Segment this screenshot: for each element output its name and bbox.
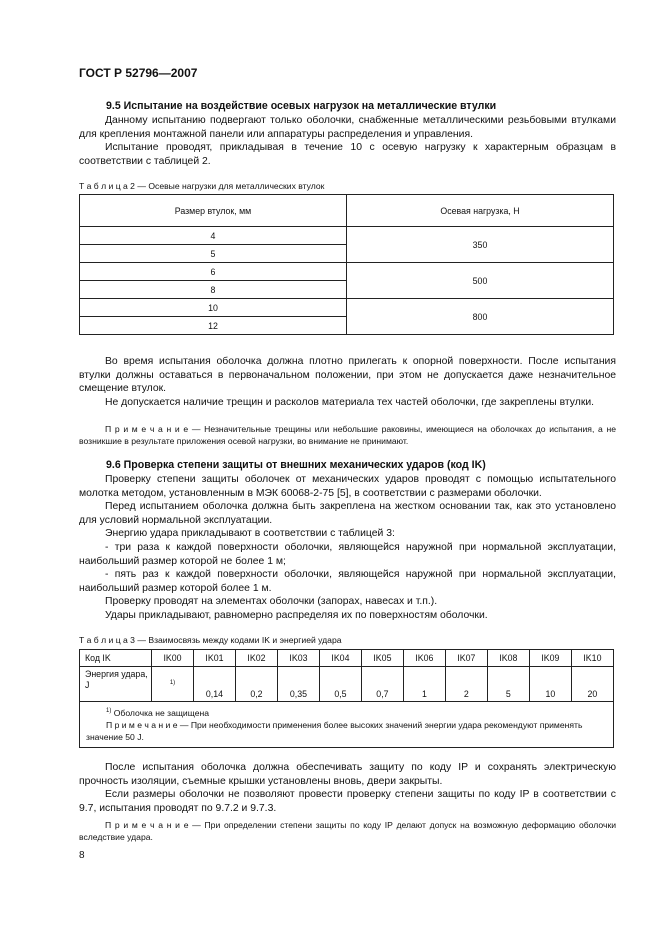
- after-table-2-text: [79, 355, 616, 409]
- table-cell: 1: [403, 667, 445, 702]
- table-2: [79, 194, 614, 335]
- table-2-caption: [79, 181, 324, 191]
- table-cell: 5: [80, 245, 347, 263]
- table-cell: 4: [80, 227, 347, 245]
- after-table-3-text: [79, 761, 616, 815]
- section-9-6-title: 9.6 Проверка степени защиты от внешних механических ударов (код IK): [106, 459, 486, 471]
- table-cell: 0,2: [235, 667, 277, 702]
- section-9-5-text: [79, 114, 616, 168]
- paragraph: Энергию удара прикладывают в соответствии с таблицей 3:: [105, 528, 395, 540]
- note-text: — При необходимости применения более высоких значений энергии удара рекомендуют применять значение 50 J.: [86, 719, 583, 742]
- column-header: Осевая нагрузка, Н: [347, 195, 614, 227]
- row-header: Энергия удара, J: [80, 667, 152, 702]
- table-header-row: [80, 195, 614, 227]
- page-number: 8: [79, 850, 85, 861]
- table-row: [80, 667, 614, 702]
- table-footnote-cell: [80, 702, 614, 748]
- column-header: IK10: [571, 650, 613, 667]
- note-text: — Незначительные трещины или небольшие раковины, имеющиеся на оболочках до испытания, а не возникшие в результате приложения осевой нагрузки, во внимание не принимают.: [79, 424, 617, 446]
- paragraph: Данному испытанию подвергают только оболочки, снабженные металлическими резьбовыми втулками для крепления монтажной панели или аппаратуры распределения и управления.: [79, 115, 616, 140]
- table-3: [79, 649, 614, 748]
- column-header: IK07: [445, 650, 487, 667]
- table-cell: 5: [487, 667, 529, 702]
- column-header: IK09: [529, 650, 571, 667]
- paragraph: Проверку проводят на элементах оболочки (запорах, навесах и т.п.).: [105, 596, 438, 608]
- table-label: Т а б л и ц а: [79, 181, 128, 191]
- note-label: П р и м е ч а н и е: [105, 424, 189, 434]
- table-cell: 6: [80, 263, 347, 281]
- column-header: IK00: [152, 650, 194, 667]
- section-9-6-text: [79, 473, 616, 623]
- table-3-caption: [79, 635, 342, 645]
- column-header: IK06: [403, 650, 445, 667]
- paragraph: Во время испытания оболочка должна плотно прилегать к опорной поверхности. После испытания втулки должны оставаться в первоначальном положении, при этом не допускается даже незначительное смещение втулок.: [79, 356, 616, 395]
- paragraph: После испытания оболочка должна обеспечивать защиту по коду IP и сохранять электрическую прочность изоляции, съемные крышки установлены вновь, двери закрыты.: [79, 762, 616, 787]
- column-header: IK05: [361, 650, 403, 667]
- document-header: ГОСТ Р 52796—2007: [79, 66, 198, 80]
- table-note: [86, 719, 607, 743]
- column-header: IK08: [487, 650, 529, 667]
- paragraph: Перед испытанием оболочка должна быть закреплена на жестком основании так, как это установлено для условий нормальной эксплуатации.: [79, 501, 616, 526]
- paragraph: Не допускается наличие трещин и расколов материала тех частей оболочки, где закреплены втулки.: [105, 396, 595, 408]
- table-cell: 0,14: [193, 667, 235, 702]
- column-header: IK03: [277, 650, 319, 667]
- note-final: [79, 819, 616, 843]
- column-header: IK04: [319, 650, 361, 667]
- column-header: IK01: [193, 650, 235, 667]
- section-9-5-title: 9.5 Испытание на воздействие осевых нагрузок на металлические втулки: [106, 100, 497, 112]
- column-header: Код IK: [80, 650, 152, 667]
- paragraph: - пять раз к каждой поверхности оболочки, являющейся наружной при нормальной эксплуатации, наибольший размер которой более 1 м.: [79, 569, 616, 594]
- table-cell: 500: [347, 263, 614, 299]
- table-row: [80, 299, 614, 317]
- note-label: П р и м е ч а н и е: [106, 719, 178, 730]
- table-title: 3 — Взаимосвязь между кодами IK и энергией удара: [127, 635, 342, 645]
- footnote-text: Оболочка не защищена: [111, 707, 210, 718]
- table-label: Т а б л и ц а: [79, 635, 128, 645]
- table-row: [80, 263, 614, 281]
- table-title: 2 — Осевые нагрузки для металлических втулок: [127, 181, 325, 191]
- table-cell: 0,35: [277, 667, 319, 702]
- table-cell: 2: [445, 667, 487, 702]
- note-label: П р и м е ч а н и е: [105, 820, 189, 830]
- note-text: — При определении степени защиты по коду IP делают допуск на возможную деформацию оболочки вследствие удара.: [79, 820, 616, 842]
- table-cell: 0,5: [319, 667, 361, 702]
- footnote-mark: 1): [106, 708, 112, 714]
- table-row: [80, 227, 614, 245]
- paragraph: Проверку степени защиты оболочек от механических ударов проводят с помощью испытательного молотка методом, установленным в МЭК 60068-2-75 [5], в соответствии с размерами оболочки.: [79, 474, 616, 499]
- table-cell: 10: [529, 667, 571, 702]
- table-cell: 8: [80, 281, 347, 299]
- table-footer-row: [80, 702, 614, 748]
- column-header: IK02: [235, 650, 277, 667]
- table-cell: 0,7: [361, 667, 403, 702]
- footnote: [86, 705, 607, 719]
- table-cell: 12: [80, 317, 347, 335]
- paragraph: Испытание проводят, прикладывая в течение 10 с осевую нагрузку к характерным образцам в соответствии с таблицей 2.: [79, 142, 616, 167]
- paragraph: - три раза к каждой поверхности оболочки, являющейся наружной при нормальной эксплуатации, наибольший размер которой не более 1 м;: [79, 541, 616, 567]
- table-cell: 20: [571, 667, 613, 702]
- paragraph: Если размеры оболочки не позволяют провести проверку степени защиты по коду IP в соответствии с 9.7, испытания проводят по 9.7.2 и 9.7.3.: [79, 789, 616, 814]
- table-cell: 1): [152, 667, 194, 702]
- note-table-2: [79, 423, 616, 447]
- table-cell: 800: [347, 299, 614, 335]
- table-header-row: [80, 650, 614, 667]
- paragraph: Удары прикладывают, равномерно распределяя их по поверхностям оболочки.: [105, 609, 488, 621]
- table-cell: 350: [347, 227, 614, 263]
- table-cell: 10: [80, 299, 347, 317]
- column-header: Размер втулок, мм: [80, 195, 347, 227]
